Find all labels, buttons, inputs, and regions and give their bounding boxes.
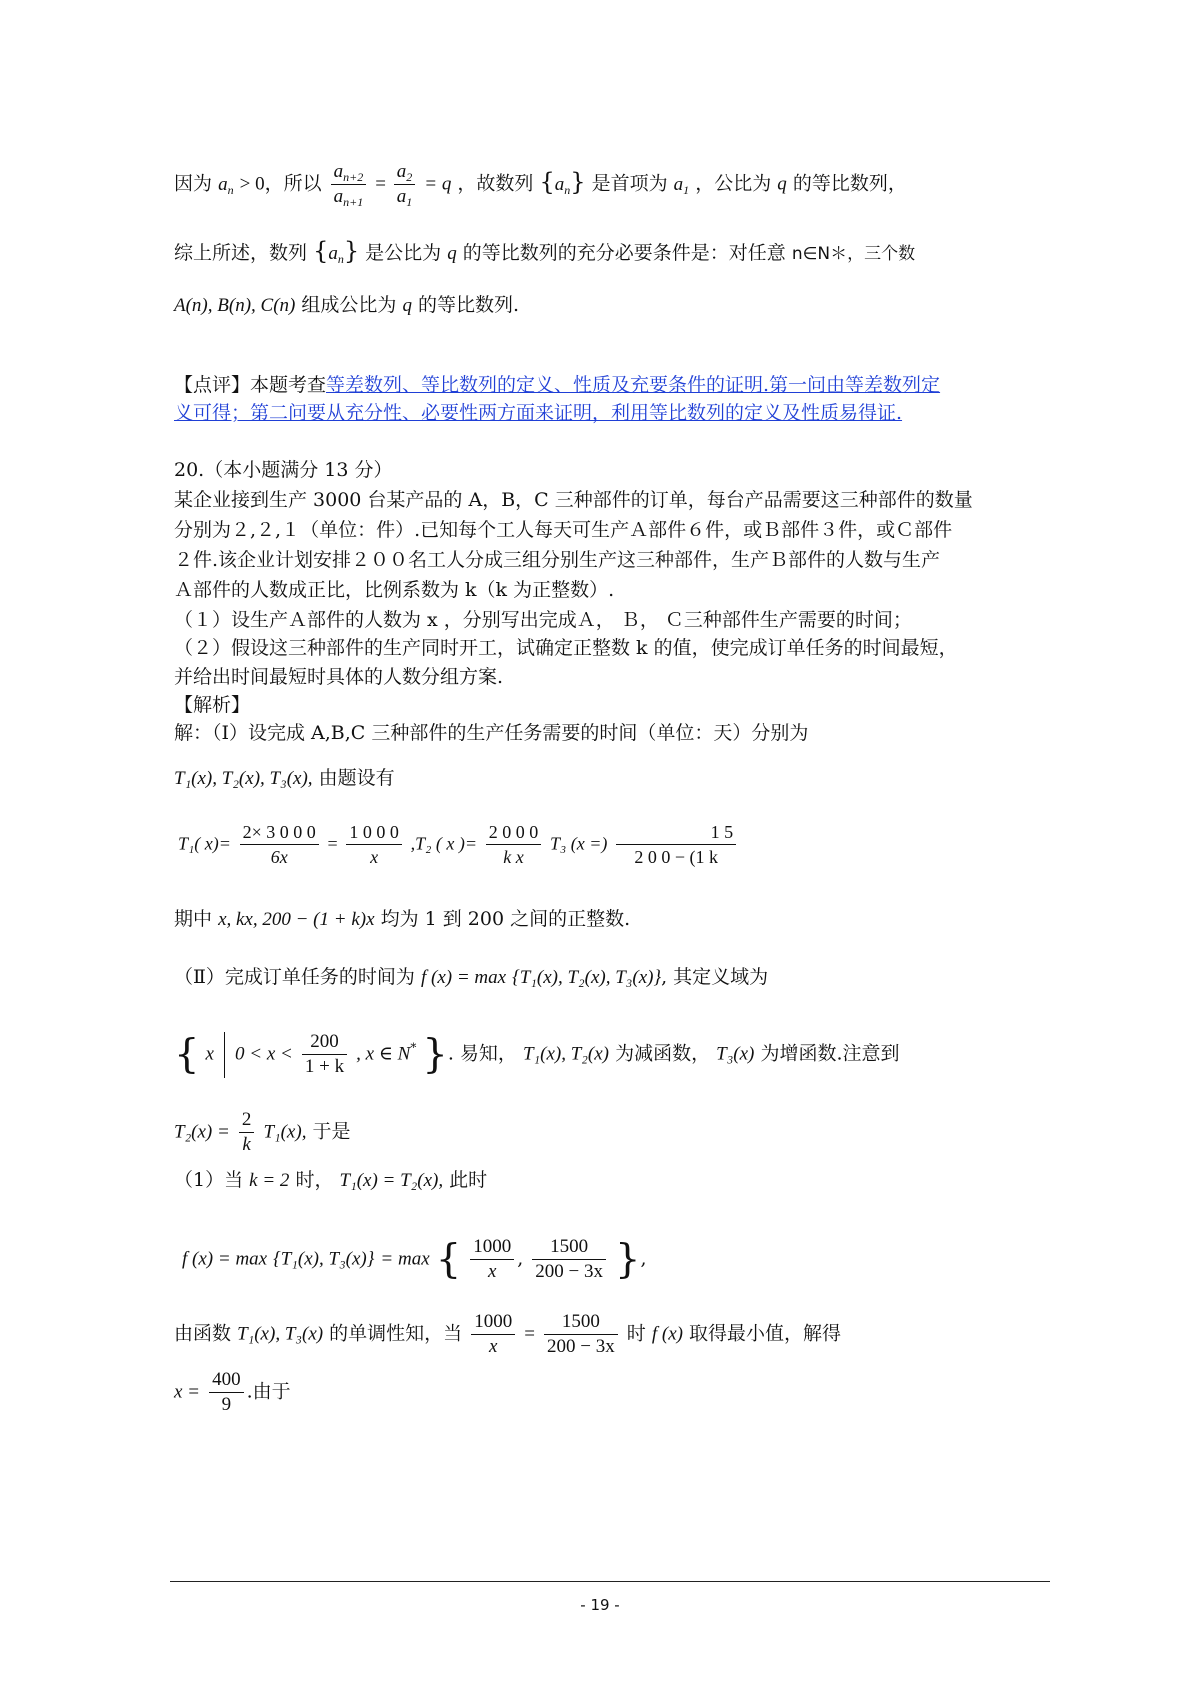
fraction-an2-an1 <box>331 160 367 209</box>
text: ，故数列 <box>457 172 534 195</box>
denominator: 9 <box>221 1394 232 1415</box>
fraction-a2-a1 <box>394 160 416 209</box>
math: f (x) <box>651 1323 683 1345</box>
math-sub: n+2 <box>343 170 364 184</box>
problem-line: 分别为２,２,１（单位：件）.已知每个工人每天可生产Ａ部件６件，或Ｂ部件３件，或Ｃ部件 <box>174 519 953 541</box>
math: T₁( x)= <box>178 833 231 854</box>
text: .由于 <box>246 1380 291 1403</box>
math: a <box>396 186 407 207</box>
superscript: * <box>410 1040 417 1055</box>
math: = max <box>380 1248 430 1270</box>
text: 为减函数， <box>615 1042 711 1065</box>
text: 期中 <box>174 908 213 930</box>
denominator: x <box>370 847 379 867</box>
math-a: a <box>218 173 228 195</box>
fraction <box>346 820 402 869</box>
math: T₃ (x =) <box>550 833 608 854</box>
math-q: q <box>402 295 412 316</box>
page-number: - 19 - <box>580 1596 620 1614</box>
math: x <box>205 1043 214 1065</box>
problem-line: 某企业接到生产 3000 台某产品的 A，B，C 三种部件的订单，每台产品需要这三种部件的数量 <box>174 489 973 511</box>
solution-line <box>174 763 395 794</box>
math: a <box>396 161 407 182</box>
math-sub: n <box>564 182 571 197</box>
math: T₁(x), T₂(x) <box>522 1043 610 1065</box>
numerator: 2 <box>239 1108 255 1133</box>
text: 由函数 <box>174 1322 232 1345</box>
math: , x ∈ N <box>356 1043 411 1065</box>
solution-line <box>174 1165 487 1196</box>
denominator: 6x <box>270 847 288 867</box>
fraction <box>239 1108 255 1157</box>
text: （1）当 <box>174 1169 244 1191</box>
equals: = <box>327 833 338 854</box>
math-sub: n+1 <box>343 195 364 209</box>
question-3: 并给出时间最短时具体的人数分组方案. <box>174 666 504 688</box>
numerator: 2 0 0 0 <box>486 820 542 845</box>
text: 的等比数列， <box>792 172 907 195</box>
numerator: 1000 <box>471 1310 515 1335</box>
text: 均为 1 到 200 之间的正整数. <box>380 908 631 930</box>
text: 于是 <box>312 1120 351 1143</box>
text: 时， <box>295 1169 334 1191</box>
text: 此时 <box>449 1169 488 1191</box>
math: x = <box>174 1381 201 1403</box>
text: 时 <box>626 1322 646 1345</box>
text: 是首项为 <box>591 172 668 195</box>
fraction <box>209 1368 244 1417</box>
math-set: {T₁(x), T₃(x)} <box>273 1248 375 1270</box>
numerator: 400 <box>209 1368 244 1393</box>
problem-title: 20.（本小题满分 13 分） <box>174 459 393 481</box>
text: . 易知， <box>447 1042 517 1065</box>
footer-divider <box>170 1581 1050 1582</box>
solution-line <box>174 1108 351 1157</box>
denominator: 200 − 3x <box>535 1261 603 1282</box>
denominator: 200 − 3x <box>547 1336 615 1357</box>
question-2: （２）假设这三种部件的生产同时开工，试确定正整数 k 的值，使完成订单任务的时间最短， <box>174 637 958 659</box>
fraction <box>532 1235 606 1284</box>
math: T₂(x) = <box>174 1121 230 1143</box>
proof-line-1: 因为 $a_n > 0$，所以 $\frac{a_{n+2}}{a_{n+1}}$ = $\frac{a_2}{a_1}$ = q ，故数列 $\{a_n\}$ 是首项为 $a_1$ ，公比为 q 的等比数列， <box>174 161 907 209</box>
math: 0 < x < <box>235 1043 293 1065</box>
text: 由题设有 <box>318 767 395 789</box>
solution-line <box>174 962 768 993</box>
text: 的等比数列的充分必要条件是：对任意 <box>462 242 786 264</box>
comment-line-2 <box>174 398 902 428</box>
math: T₁(x), T₂(x), T₃(x), <box>174 768 313 789</box>
numerator: 1000 <box>470 1235 514 1260</box>
text: , 其定义域为 <box>661 966 769 988</box>
math-sub: 1 <box>683 182 690 197</box>
math-a: a <box>673 173 684 195</box>
numerator: 2× 3 0 0 0 <box>240 820 319 845</box>
math: f (x) = max <box>182 1248 268 1270</box>
numerator: 200 <box>302 1030 347 1055</box>
math: T₁(x) = T₂(x), <box>339 1170 444 1191</box>
text: > 0，所以 <box>239 173 322 195</box>
analysis-heading: 【解析】 <box>174 694 251 716</box>
formula-f-k2: f (x) = max {T₁(x), T₃(x)} = max { $\frac{1000}{x}$ , $\frac{1500}{200 - 3x}$ }, <box>182 1236 647 1283</box>
comment-link[interactable]: 等差数列、等比数列的定义、性质及充要条件的证明.第一问由等差数列定 <box>326 374 941 396</box>
text: （Ⅱ）完成订单任务的时间为 <box>174 966 415 988</box>
comment-line-1 <box>174 370 940 400</box>
text: 因为 <box>174 172 213 195</box>
fraction <box>544 1310 618 1359</box>
denominator: k <box>242 1134 251 1155</box>
solution-line <box>174 1368 291 1417</box>
denominator: 2 0 0 − (1 k <box>634 847 718 867</box>
text: 为增函数.注意到 <box>760 1042 900 1065</box>
text: ，公比为 <box>695 172 772 195</box>
math-a: a <box>554 173 565 195</box>
math: ,T₂ ( x )= <box>410 833 478 854</box>
math: a <box>333 161 344 182</box>
math: x, kx, 200 − (1 + k)x <box>218 909 375 930</box>
text: 取得最小值，解得 <box>689 1322 842 1345</box>
math-eq-q: = q <box>424 173 452 195</box>
fraction <box>470 1235 514 1284</box>
math-sub: 1 <box>406 195 413 209</box>
text: 的单调性知，当 <box>329 1322 463 1345</box>
denominator: 1 + k <box>304 1056 345 1077</box>
problem-line: Ａ部件的人数成正比，比例系数为 k（k 为正整数）. <box>174 579 615 601</box>
math: T₃(x) <box>716 1043 755 1065</box>
equals: = <box>375 173 391 195</box>
problem-line: ２件.该企业计划安排２００名工人分成三组分别生产这三种部件，生产Ｂ部件的人数与生产 <box>174 549 941 571</box>
solution-line: 由函数 T₁(x), T₃(x) 的单调性知，当 $\frac{1000}{x}$ = $\frac{1500}{200 - 3x}$ 时 f (x) 取得最小值，解得 <box>174 1311 842 1357</box>
comment-label: 【点评】本题考查 <box>174 374 327 396</box>
math-sub: 2 <box>406 170 413 184</box>
math-sub: n <box>337 252 344 266</box>
proof-line-3 <box>174 290 519 321</box>
solution-line: 解：（Ⅰ）设完成 A,B,C 三种部件的生产任务需要的时间（单位：天）分别为 <box>174 722 809 744</box>
math-set: {T₁(x), T₂(x), T₃(x)} <box>512 967 662 988</box>
denominator: k x <box>503 847 524 867</box>
numerator: 1500 <box>532 1235 606 1260</box>
t-formulas <box>178 820 739 869</box>
denominator: x <box>488 1336 498 1357</box>
text: 的等比数列. <box>418 294 520 316</box>
math-sub: n <box>227 182 234 197</box>
text: 是公比为 <box>365 242 442 264</box>
math-q: q <box>777 173 787 195</box>
fraction <box>616 820 736 869</box>
question-1: （１）设生产Ａ部件的人数为 x ，分别写出完成Ａ， Ｂ， Ｃ三种部件生产需要的时间； <box>174 609 912 631</box>
fraction <box>471 1310 515 1359</box>
denominator: x <box>487 1261 497 1282</box>
math: T₁(x), <box>263 1121 307 1143</box>
domain-line: { x 0 < x < $\frac{200}{1 + k}$ , x ∈ N* }. 易知， T₁(x), T₂(x) 为减函数， T₃(x) 为增函数.注意到 <box>174 1031 900 1078</box>
text: n∈N＊，三个数 <box>791 244 916 264</box>
math-abc: A(n), B(n), C(n) <box>174 295 296 316</box>
numerator: 1 5 <box>616 820 736 845</box>
math: f (x) = max <box>420 967 507 988</box>
proof-line-2: 综上所述，数列 $\{a_n\}$ 是公比为 q 的等比数列的充分必要条件是：对任意 n∈N＊，三个数 <box>174 237 916 266</box>
math-a: a <box>328 243 338 264</box>
math: a <box>333 186 344 207</box>
numerator: 1 0 0 0 <box>346 820 402 845</box>
fraction <box>240 820 319 869</box>
math-q: q <box>447 243 457 264</box>
math: k = 2 <box>249 1170 290 1191</box>
solution-line <box>174 904 630 935</box>
math: T₁(x), T₃(x) <box>237 1323 324 1345</box>
numerator: 1500 <box>544 1310 618 1335</box>
text: 综上所述，数列 <box>174 242 308 264</box>
comment-link[interactable]: 义可得；第二问要从充分性、必要性两方面来证明，利用等比数列的定义及性质易得证. <box>174 402 903 424</box>
fraction <box>302 1030 347 1079</box>
fraction <box>486 820 542 869</box>
text: 组成公比为 <box>301 294 397 316</box>
